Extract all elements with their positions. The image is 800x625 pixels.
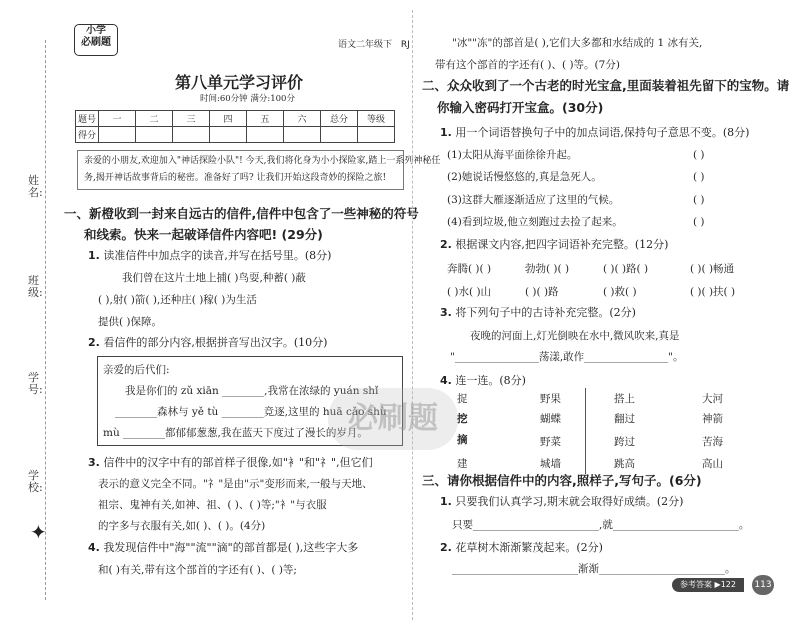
match-noun[interactable]: 野果 [540, 393, 561, 405]
score-cell[interactable] [136, 127, 173, 143]
answer-key-tab[interactable]: 参考答案 ▶122 [672, 578, 744, 592]
question-text: 用一个词语替换句子中的加点词语,保持句子意思不变。(8分) [455, 126, 750, 139]
match-verb[interactable]: 捉 [457, 393, 468, 405]
score-table [75, 110, 395, 143]
question-number: 4. [440, 374, 452, 387]
s2-q1-item2: (2)她说话慢悠悠的,真是急死人。 [447, 171, 602, 183]
question-text: 信件中的汉字中有的部首样子很像,如"衤"和"礻",但它们 [103, 456, 373, 469]
match-noun[interactable]: 野菜 [540, 436, 561, 448]
name-field-label: 姓名: [28, 174, 43, 199]
s2-q2-prompt [440, 238, 668, 252]
score-cell[interactable] [321, 127, 358, 143]
score-cell[interactable] [247, 127, 284, 143]
question-text: 花草树木渐渐繁茂起来。(2分) [455, 541, 603, 554]
s2-q4-prompt [440, 374, 526, 388]
idiom-cell: ( )( )扶( ) [690, 286, 736, 298]
s2-q1-item3: (3)这群大雁逐渐适应了这里的气候。 [447, 194, 620, 206]
letter-line2: 我是你们的 zǔ xiān ________,我常在浓绿的 yuán shǐ [125, 385, 379, 397]
match-divider [585, 388, 586, 474]
s1-q1-prompt [88, 249, 331, 263]
header-subject [338, 38, 410, 52]
section3-title: 三、请你根据信件中的内容,照样子,写句子。(6分) [422, 473, 702, 488]
match-noun[interactable]: 城墙 [540, 458, 561, 470]
s1-q4-line2: 和( )有关,带有这个部首的字还有( )、( )等; [98, 564, 297, 576]
subject-text: 语文二年级下 [338, 40, 393, 50]
logo-line2: 必刷题 [81, 37, 111, 48]
idiom-cell: ( )( )路( ) [603, 263, 649, 275]
question-number: 2. [88, 336, 100, 349]
score-header-cell: 题号 [76, 111, 99, 127]
s1-q1-line2: ( ),射( )箭( ),还种庄( )稼( )为生活 [98, 294, 257, 306]
idiom-cell: 勃勃( )( ) [525, 263, 570, 275]
question-text: 看信件的部分内容,根据拼音写出汉字。(10分) [103, 336, 328, 349]
intro-box [77, 150, 441, 190]
match-noun[interactable]: 蝴蝶 [540, 413, 561, 425]
s2-q1-item1: (1)太阳从海平面徐徐升起。 [447, 149, 578, 161]
right-cont-line2: 带有这个部首的字还有( )、( )等。(7分) [435, 59, 620, 71]
brand-logo [74, 24, 118, 56]
match-noun[interactable]: 大河 [702, 393, 723, 405]
question-number: 4. [88, 541, 100, 554]
number-field-label: 学号: [28, 371, 43, 396]
score-header-cell: 四 [210, 111, 247, 127]
letter-line1: 亲爱的后代们: [103, 364, 170, 376]
s2-q1-item4: (4)看到垃圾,他立刻跑过去捡了起来。 [447, 216, 623, 228]
s2-q3-line1: 夜晚的河面上,灯光倒映在水中,微风吹来,真是 [470, 330, 680, 342]
match-verb[interactable]: 挖 [457, 413, 468, 425]
s2-q1-prompt [440, 126, 749, 140]
question-number: 3. [88, 456, 100, 469]
s2-q1-blank[interactable]: ( ) [693, 171, 705, 183]
idiom-cell: 奔腾( )( ) [447, 263, 492, 275]
question-text: 连一连。(8分) [455, 374, 526, 387]
page-title: 第八单元学习评价 [175, 73, 304, 92]
score-header-row [76, 111, 395, 127]
s3-q2-answer[interactable]: ________________________渐渐________________________。 [452, 563, 736, 575]
score-cell[interactable] [358, 127, 395, 143]
s1-q3-line2: 表示的意义完全不同。"礻"是由"示"变形而来,一般与天地、 [98, 478, 373, 490]
letter-line4: mù ________都郁郁葱葱,我在蓝天下度过了漫长的岁月。 [103, 427, 368, 439]
match-noun[interactable]: 苦海 [702, 436, 723, 448]
question-number: 2. [440, 238, 452, 251]
score-cell[interactable] [210, 127, 247, 143]
section2-title-line2: 你输入密码打开宝盒。(30分) [437, 100, 604, 115]
s3-q1-answer[interactable]: 只要________________________,就________________________。 [452, 519, 750, 531]
question-text: 只要我们认真学习,期末就会取得好成绩。(2分) [455, 495, 684, 508]
match-verb[interactable]: 摘 [457, 434, 468, 446]
score-cell[interactable] [99, 127, 136, 143]
school-field-label: 学校: [28, 469, 43, 494]
idiom-cell: ( )( )畅通 [690, 263, 735, 275]
s2-q1-blank[interactable]: ( ) [693, 149, 705, 161]
score-header-cell: 五 [247, 111, 284, 127]
section1-title-line2: 和线索。快来一起破译信件内容吧! (29分) [84, 227, 323, 242]
match-noun[interactable]: 高山 [702, 458, 723, 470]
binding-dashed-line [45, 40, 46, 600]
question-text: 读准信件中加点字的读音,并写在括号里。(8分) [103, 249, 332, 262]
score-header-cell: 三 [173, 111, 210, 127]
s1-q1-line1: 我们曾在这片土地上捕( )鸟耍,种蓄( )蔽 [122, 272, 306, 284]
match-verb[interactable]: 跳高 [614, 458, 635, 470]
s2-q3-prompt [440, 306, 636, 320]
page-number: 113 [752, 575, 774, 595]
question-number: 1. [88, 249, 100, 262]
score-input-row [76, 127, 395, 143]
s3-q1-prompt [440, 495, 683, 509]
question-number: 3. [440, 306, 452, 319]
idiom-cell: ( )( )路 [525, 286, 559, 298]
score-header-cell: 六 [284, 111, 321, 127]
score-header-cell: 二 [136, 111, 173, 127]
s1-q2-prompt [88, 336, 327, 350]
score-header-cell: 一 [99, 111, 136, 127]
question-text: 我发现信件中"海""流""滴"的部首都是( ),这些字大多 [103, 541, 359, 554]
s2-q3-line2: "________________荡漾,敢作________________"。 [450, 351, 684, 363]
s1-q3-line1 [88, 456, 373, 470]
intro-line1: 亲爱的小朋友,欢迎加入"神话探险小队"! 今天,我们将化身为小小探险家,踏上一系列神秘任 [84, 156, 441, 166]
s2-q1-blank[interactable]: ( ) [693, 194, 705, 206]
class-field-label: 班级: [28, 274, 43, 299]
right-cont-line1: "冰""冻"的部首是( ),它们大多都和水结成的 1 冰有关, [452, 37, 703, 49]
edition-text: RJ [400, 40, 410, 50]
logo-line1: 小学 [86, 25, 106, 36]
s1-q4-line1 [88, 541, 358, 555]
match-verb[interactable]: 搭上 [614, 393, 635, 405]
match-noun[interactable]: 神箭 [702, 413, 723, 425]
letter-line3: ________森林与 yě tù ________竞逐,这里的 huā cǎo shù [115, 406, 387, 418]
s3-q2-prompt [440, 541, 603, 555]
question-text: 将下列句子中的古诗补充完整。(2分) [455, 306, 636, 319]
score-header-cell: 等级 [358, 111, 395, 127]
score-header-cell: 总分 [321, 111, 358, 127]
match-verb[interactable]: 建 [457, 458, 468, 470]
score-cell[interactable] [173, 127, 210, 143]
idiom-cell: ( )水( )山 [447, 286, 492, 298]
question-number: 2. [440, 541, 452, 554]
s2-q1-blank[interactable]: ( ) [693, 216, 705, 228]
question-text: 根据课文内容,把四字词语补充完整。(12分) [455, 238, 669, 251]
match-verb[interactable]: 翻过 [614, 413, 635, 425]
s1-q3-line3: 祖宗、鬼神有关,如神、祖、( )、( )等;"衤"与衣服 [98, 499, 327, 511]
page-divider [412, 10, 413, 620]
score-cell[interactable] [284, 127, 321, 143]
question-number: 1. [440, 495, 452, 508]
intro-line2: 务,揭开神话故事背后的秘密。准备好了吗? 让我们开始这段奇妙的探险之旅! [84, 173, 387, 183]
s1-q1-line3: 提供( )保障。 [98, 316, 163, 328]
idiom-cell: ( )救( ) [603, 286, 637, 298]
section1-title-line1: 一、新橙收到一封来自远古的信件,信件中包含了一些神秘的符号 [64, 206, 419, 221]
question-number: 1. [440, 126, 452, 139]
s1-q3-line4: 的字多与衣服有关,如( )、( )。(4分) [98, 520, 266, 532]
mascot-icon: ✦ [30, 520, 47, 544]
match-verb[interactable]: 跨过 [614, 436, 635, 448]
score-row-label: 得分 [76, 127, 99, 143]
watermark-logo: 必刷题 [328, 388, 458, 450]
section2-title-line1: 二、众众收到了一个古老的时光宝盒,里面装着祖先留下的宝物。请 [422, 78, 790, 93]
exam-meta: 时间:60分钟 满分:100分 [200, 94, 295, 104]
